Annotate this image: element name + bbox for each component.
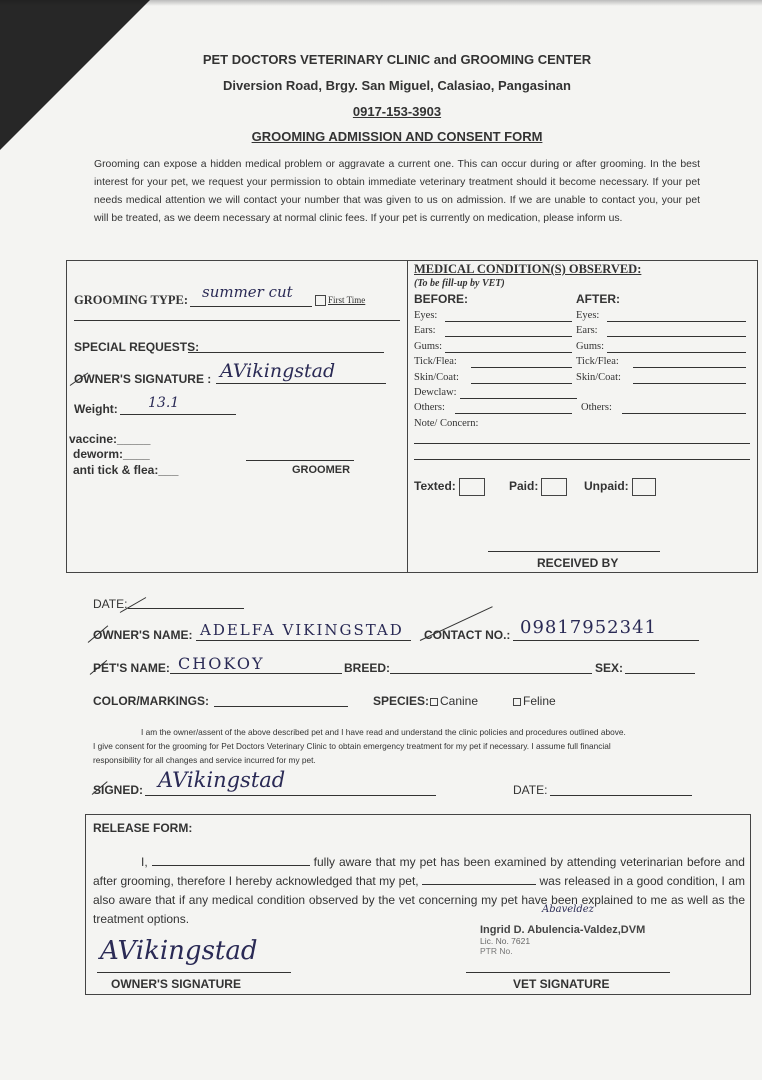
after-row-field[interactable] [633,383,746,384]
first-time-label: First Time [328,295,366,305]
unpaid-option [584,478,656,496]
anti-tick-field[interactable]: ___ [158,463,179,477]
note-label: Note/ Concern: [414,418,479,429]
canine-option[interactable] [430,694,478,708]
before-row-field[interactable] [460,398,577,399]
after-row-field[interactable] [607,321,747,322]
vet-ptr: PTR No. [480,946,513,956]
first-time-checkbox[interactable] [315,295,326,306]
before-row-field[interactable] [471,383,572,384]
form-title: GROOMING ADMISSION AND CONSENT FORM [251,129,543,144]
clinic-phone: 0917-153-3903 [352,104,442,119]
after-row-label: Gums: [576,341,605,352]
breed-field[interactable] [390,673,592,674]
release-text-2: was released in a good condition, I am also aware that if any medical condition observed by the vet concerning my pet have been explained to me as well as the treatment options. [93,874,745,926]
note-line-1[interactable] [414,443,750,444]
consent-line-3: responsibility for all changes and service incurred for my pet. [93,755,316,765]
texted-checkbox[interactable] [459,478,485,496]
release-title: RELEASE FORM: [93,821,193,835]
medical-title: MEDICAL CONDITION(S) OBSERVED: [414,262,642,276]
after-row-label: Eyes: [576,310,600,321]
contact-value: 09817952341 [520,617,657,638]
deworm-field[interactable]: ____ [123,447,150,461]
before-row-field[interactable] [445,352,573,353]
after-row-field[interactable] [607,336,747,337]
before-row-label: Eyes: [414,310,438,321]
note-line-2[interactable] [414,459,750,460]
weight-field[interactable] [120,414,236,415]
owner-name-value: ADELFA VIKINGSTAD [200,621,404,639]
color-label: COLOR/MARKINGS: [93,694,209,708]
paid-checkbox[interactable] [541,478,567,496]
anti-tick-label: anti tick & flea: [73,463,159,477]
release-text-1: fully aware that my pet has been examined by attending veterinarian before and after grooming, therefore I hereby acknowledged that my pet, [93,855,745,888]
release-owner-signature-label: OWNER'S SIGNATURE [111,977,241,991]
groomer-signature-field[interactable] [248,460,354,461]
grooming-extra-line[interactable] [74,320,400,321]
deworm-row [73,447,150,461]
before-row-label: Dewclaw: [414,387,457,398]
date-label: DATE: [93,597,128,611]
canine-checkbox[interactable] [430,698,438,706]
paid-label: Paid: [509,479,539,494]
vaccine-row [69,432,150,446]
vet-license: Lic. No. 7621 [480,936,531,946]
after-row-field[interactable] [622,413,746,414]
release-owner-signature-value: AVikingstad [100,936,258,966]
owner-name-label: OWNER'S NAME: [93,628,193,642]
before-row-label: Gums: [414,341,443,352]
vaccine-field[interactable]: _____ [117,432,151,446]
box-divider [407,261,408,572]
after-row-label: Skin/Coat: [576,372,621,383]
feline-option[interactable] [513,694,556,708]
before-row-field[interactable] [445,336,573,337]
release-owner-field[interactable] [152,854,310,866]
sex-label: SEX: [595,661,624,675]
weight-value: 13.1 [148,395,180,411]
medical-subtitle: (To be fill-up by VET) [414,278,505,289]
before-row-label: Others: [414,402,445,413]
release-i: I, [141,855,148,869]
deworm-label: deworm: [73,447,124,461]
intro-paragraph: Grooming can expose a hidden medical problem or aggravate a current one. This can occur during or after grooming. In the best interest for your pet, we request your permission to obtain immediate veterinary treatment should it become necessary. If your pet needs medical attention we will contact your number that was given to us on admission. If we are unable to contact you, your pet will be treated, as we deem necessary at normal clinic fees. If your pet is currently on medication, please inform us. [94,159,700,224]
before-row-field[interactable] [455,413,572,414]
vaccine-label: vaccine: [69,432,118,446]
vet-name: Ingrid D. Abulencia-Valdez,DVM [480,924,646,936]
special-requests-field[interactable] [188,352,384,353]
before-row-label: Skin/Coat: [414,372,459,383]
signed-label: SIGNED: [93,783,144,797]
special-requests-label: SPECIAL REQUESTS: [74,340,200,354]
consent-line-1: I am the owner/assent of the above described pet and I have read and understand the clinic policies and procedures outlined above. [141,727,626,737]
after-label: AFTER: [576,292,620,306]
owner-name-field[interactable] [196,640,411,641]
feline-label: Feline [523,694,556,708]
pet-name-field[interactable] [170,673,342,674]
vet-stamp [480,924,645,956]
before-row-field[interactable] [445,321,573,322]
pet-name-value: CHOKOY [178,654,265,673]
weight-label: Weight: [74,402,118,416]
owner-signature-label: OWNER'S SIGNATURE : [74,372,212,386]
after-row-label: Ears: [576,325,598,336]
after-row-field[interactable] [607,352,747,353]
unpaid-checkbox[interactable] [632,478,656,496]
groomer-label: GROOMER [292,464,351,476]
texted-option [414,478,485,496]
signed-field[interactable] [145,795,436,796]
received-by-field[interactable] [488,551,660,552]
grooming-type-field[interactable] [190,306,312,307]
scan-corner-shadow [0,0,150,150]
paid-option [509,478,567,496]
anti-tick-row [73,463,178,477]
canine-label: Canine [440,694,479,708]
date-field[interactable] [128,608,244,609]
owner-signature-value: AVikingstad [220,360,336,382]
vet-signature-label: VET SIGNATURE [513,977,610,991]
vet-initial-scribble: Abaveldez [542,904,594,915]
signed-date-label: DATE: [513,783,548,797]
release-pet-field[interactable] [422,873,536,885]
before-row-field[interactable] [471,367,572,368]
contact-label: CONTACT NO.: [424,628,511,642]
pet-name-label: PET'S NAME: [93,661,170,675]
signed-value: AVikingstad [158,768,286,792]
feline-checkbox[interactable] [513,698,521,706]
grooming-type-value: summer cut [202,283,293,301]
color-field[interactable] [214,706,348,707]
release-owner-signature-field[interactable] [97,972,291,973]
after-row-label: Others: [581,402,612,413]
grooming-type-label: GROOMING TYPE: [74,293,189,307]
received-by-label: RECEIVED BY [537,556,619,570]
before-row-label: Ears: [414,325,436,336]
unpaid-label: Unpaid: [584,479,629,494]
first-time-option[interactable] [315,295,365,306]
species-label: SPECIES: [373,694,430,708]
vet-signature-field[interactable] [466,972,670,973]
owner-signature-field[interactable] [216,383,386,384]
signed-date-field[interactable] [550,795,692,796]
before-label: BEFORE: [414,292,468,306]
after-row-label: Tick/Flea: [576,356,619,367]
clinic-name: PET DOCTORS VETERINARY CLINIC and GROOMING CENTER [202,52,592,67]
breed-label: BREED: [344,661,391,675]
clinic-address: Diversion Road, Brgy. San Miguel, Calasiao, Pangasinan [223,78,571,93]
after-row-field[interactable] [633,367,746,368]
contact-field[interactable] [513,640,699,641]
texted-label: Texted: [414,479,456,494]
before-row-label: Tick/Flea: [414,356,457,367]
release-paragraph [93,853,745,929]
consent-line-2: I give consent for the grooming for Pet Doctors Veterinary Clinic to obtain emergency treatment for my pet if necessary. I assume full financial [93,741,611,751]
sex-field[interactable] [625,673,695,674]
